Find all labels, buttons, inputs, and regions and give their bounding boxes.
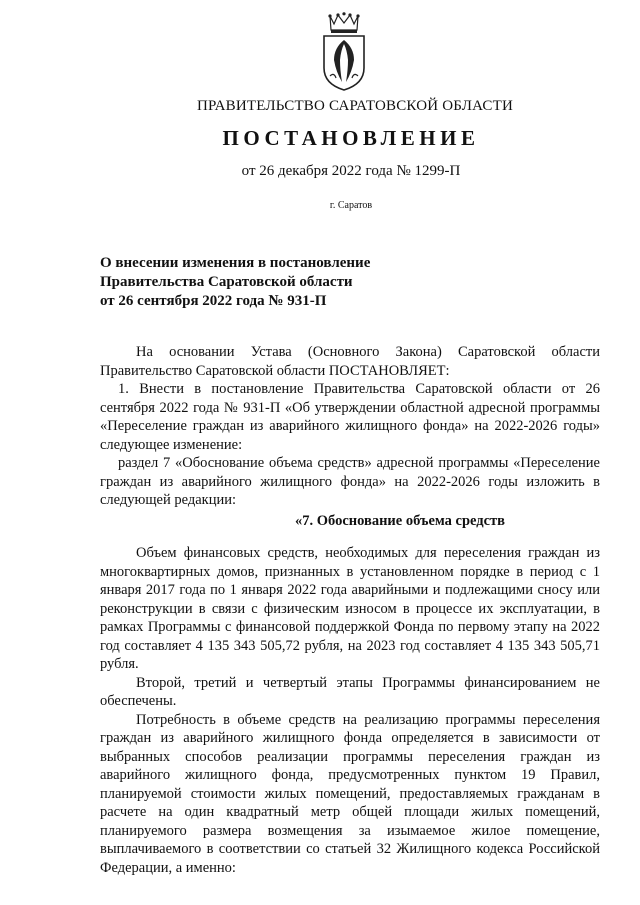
subject-line: Правительства Саратовской области (100, 274, 353, 290)
saratov-coat-of-arms-icon (320, 12, 368, 92)
government-name: ПРАВИТЕЛЬСТВО САРАТОВСКОЙ ОБЛАСТИ (196, 98, 514, 114)
paragraph-item-1: 1. Внести в постановление Правительства Саратовской области от 26 сентября 2022 года № 931-П «Об утверждении областной адресной программы «Переселение граждан из аварийного жилищного фонда» на 2022-2026 годы» следующее изменение: (100, 381, 600, 453)
paragraph-basis: На основании Устава (Основного Закона) Саратовской области Правительство Саратовской области ПОСТАНОВЛЯЕТ: (100, 344, 600, 379)
section-title: «7. Обоснование объема средств (294, 512, 506, 529)
document-city: г. Саратов (329, 200, 373, 211)
document-type: ПОСТАНОВЛЕНИЕ (222, 126, 480, 150)
paragraph-section-change: раздел 7 «Обоснование объема средств» адресной программы «Переселение граждан из аварийного жилищного фонда» на 2022-2026 годы изложить в следующей редакции: (100, 455, 600, 508)
paragraph-funding-volume: Объем финансовых средств, необходимых для переселения граждан из многоквартирных домов, признанных в установленном порядке в период с 1 января 2017 года по 1 января 2022 года аварийными и подлежащими сносу или реконструкции в связи с физическим износом в процессе их эксплуатации, в рамках Программы с финансовой поддержкой Фонда по первому этапу на 2022 год составляет 4 135 343 505,72 рубля, на 2023 год составляет 4 135 343 505,71 рубля. (100, 545, 600, 672)
paragraph-stages: Второй, третий и четвертый этапы Программы финансированием не обеспечены. (100, 674, 600, 709)
document-date-number: от 26 декабря 2022 года № 1299-П (241, 163, 461, 179)
subject-line: от 26 сентября 2022 года № 931-П (100, 293, 327, 309)
document-subject (100, 254, 370, 311)
paragraph-needs: Потребность в объеме средств на реализацию программы переселения граждан из аварийного жилищного фонда определяется в зависимости от выбранных способов реализации программы переселения граждан из аварийного жилищного фонда, предусмотренных пунктом 19 Правил, планируемой стоимости жилых помещений, предоставляемых гражданам в расчете на один квадратный метр общей площади жилых помещений, планируемого размера возмещения за изымаемое жилое помещение, выплачиваемого в соответствии со статьей 32 Жилищного кодекса Российской Федерации, а именно: (100, 711, 600, 876)
document-body (100, 343, 600, 877)
subject-line: О внесении изменения в постановление (100, 255, 371, 271)
